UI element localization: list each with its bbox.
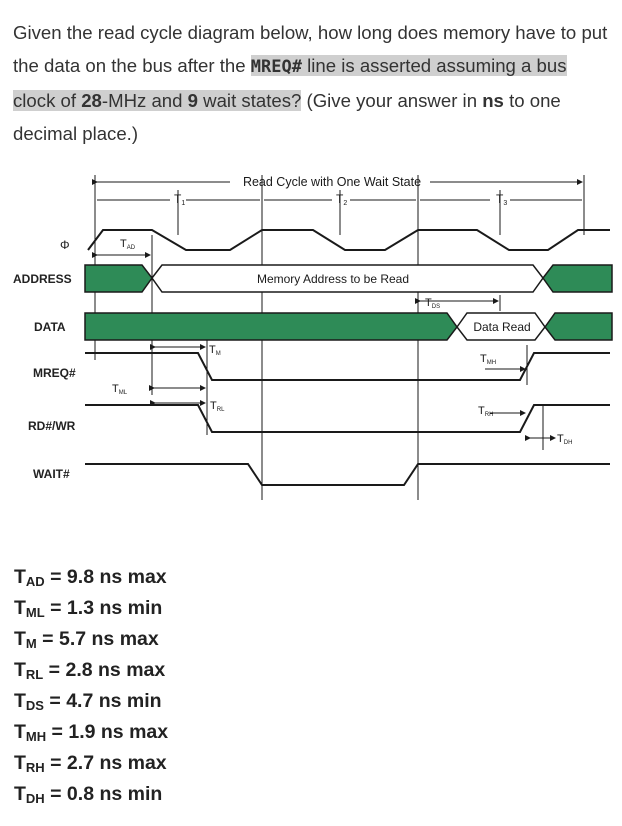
data-read-label: Data Read — [473, 320, 531, 334]
param-trl: $T_{RL} = 2.8$ ns max — [14, 659, 166, 682]
wait-waveform — [85, 464, 610, 485]
question-part: to one decimal place.) — [13, 90, 561, 144]
address-bus-invalid-right — [543, 265, 612, 292]
wait-row-label: WAIT# — [33, 467, 70, 481]
tds-label: TDS — [425, 297, 441, 310]
answer-unit: ns — [482, 90, 504, 111]
read-cycle-timing-diagram — [0, 165, 622, 555]
t1-label: T1 — [174, 192, 186, 207]
clock-waveform — [88, 230, 610, 250]
address-bus-invalid-left — [85, 265, 152, 292]
data-bus-invalid-left — [85, 313, 457, 340]
clock-value: 28 — [81, 90, 102, 111]
phi-label: Φ — [60, 238, 70, 252]
tm-label: TM — [209, 344, 221, 357]
data-row-label: DATA — [34, 320, 66, 334]
address-bus-label: Memory Address to be Read — [256, 272, 410, 286]
trl-label: TRL — [210, 400, 225, 413]
tml-label: TML — [112, 383, 128, 396]
tmh-label: TMH — [480, 353, 497, 366]
question-part: wait states? — [198, 90, 302, 111]
data-bus-invalid-right — [545, 313, 612, 340]
param-tm: $T_M = 5.7$ ns max — [14, 628, 159, 651]
param-tmh: $T_{MH} = 1.9$ ns max — [14, 721, 169, 744]
timing-parameter-list — [14, 562, 168, 810]
mreq-waveform — [85, 353, 610, 380]
t2-label: T2 — [336, 192, 348, 207]
tdh-label: TDH — [557, 433, 573, 446]
question-part: -MHz and — [101, 90, 188, 111]
param-tad: $T_{AD} = 9.8$ ns max — [14, 566, 167, 589]
rdwr-row-label: RD#/WR — [28, 419, 76, 433]
rdwr-waveform — [85, 405, 610, 432]
t3-label: T3 — [496, 192, 508, 207]
param-tdh: $T_{DH} = 0.8$ ns min — [14, 783, 163, 806]
param-tml: $T_{ML} = 1.3$ ns min — [14, 597, 163, 620]
param-tds: $T_{DS} = 4.7$ ns min — [14, 690, 162, 713]
trh-label: TRH — [478, 405, 494, 418]
tad-label: TAD — [120, 238, 136, 251]
signal-name: MREQ# — [250, 57, 302, 77]
param-trh: $T_{RH} = 2.7$ ns max — [14, 752, 167, 775]
question-part: (Give your answer in — [301, 90, 483, 111]
question-part: Given the read cycle diagram below, how long does memory have to put the data on the bus after the — [13, 22, 608, 76]
address-row-label: ADDRESS — [13, 272, 72, 286]
question-part: line is asserted assuming a bus clock of — [13, 55, 567, 111]
cycle-title: Read Cycle with One Wait State — [242, 175, 422, 189]
wait-states-value: 9 — [187, 90, 198, 111]
question-text — [13, 16, 613, 150]
mreq-row-label: MREQ# — [33, 366, 76, 380]
